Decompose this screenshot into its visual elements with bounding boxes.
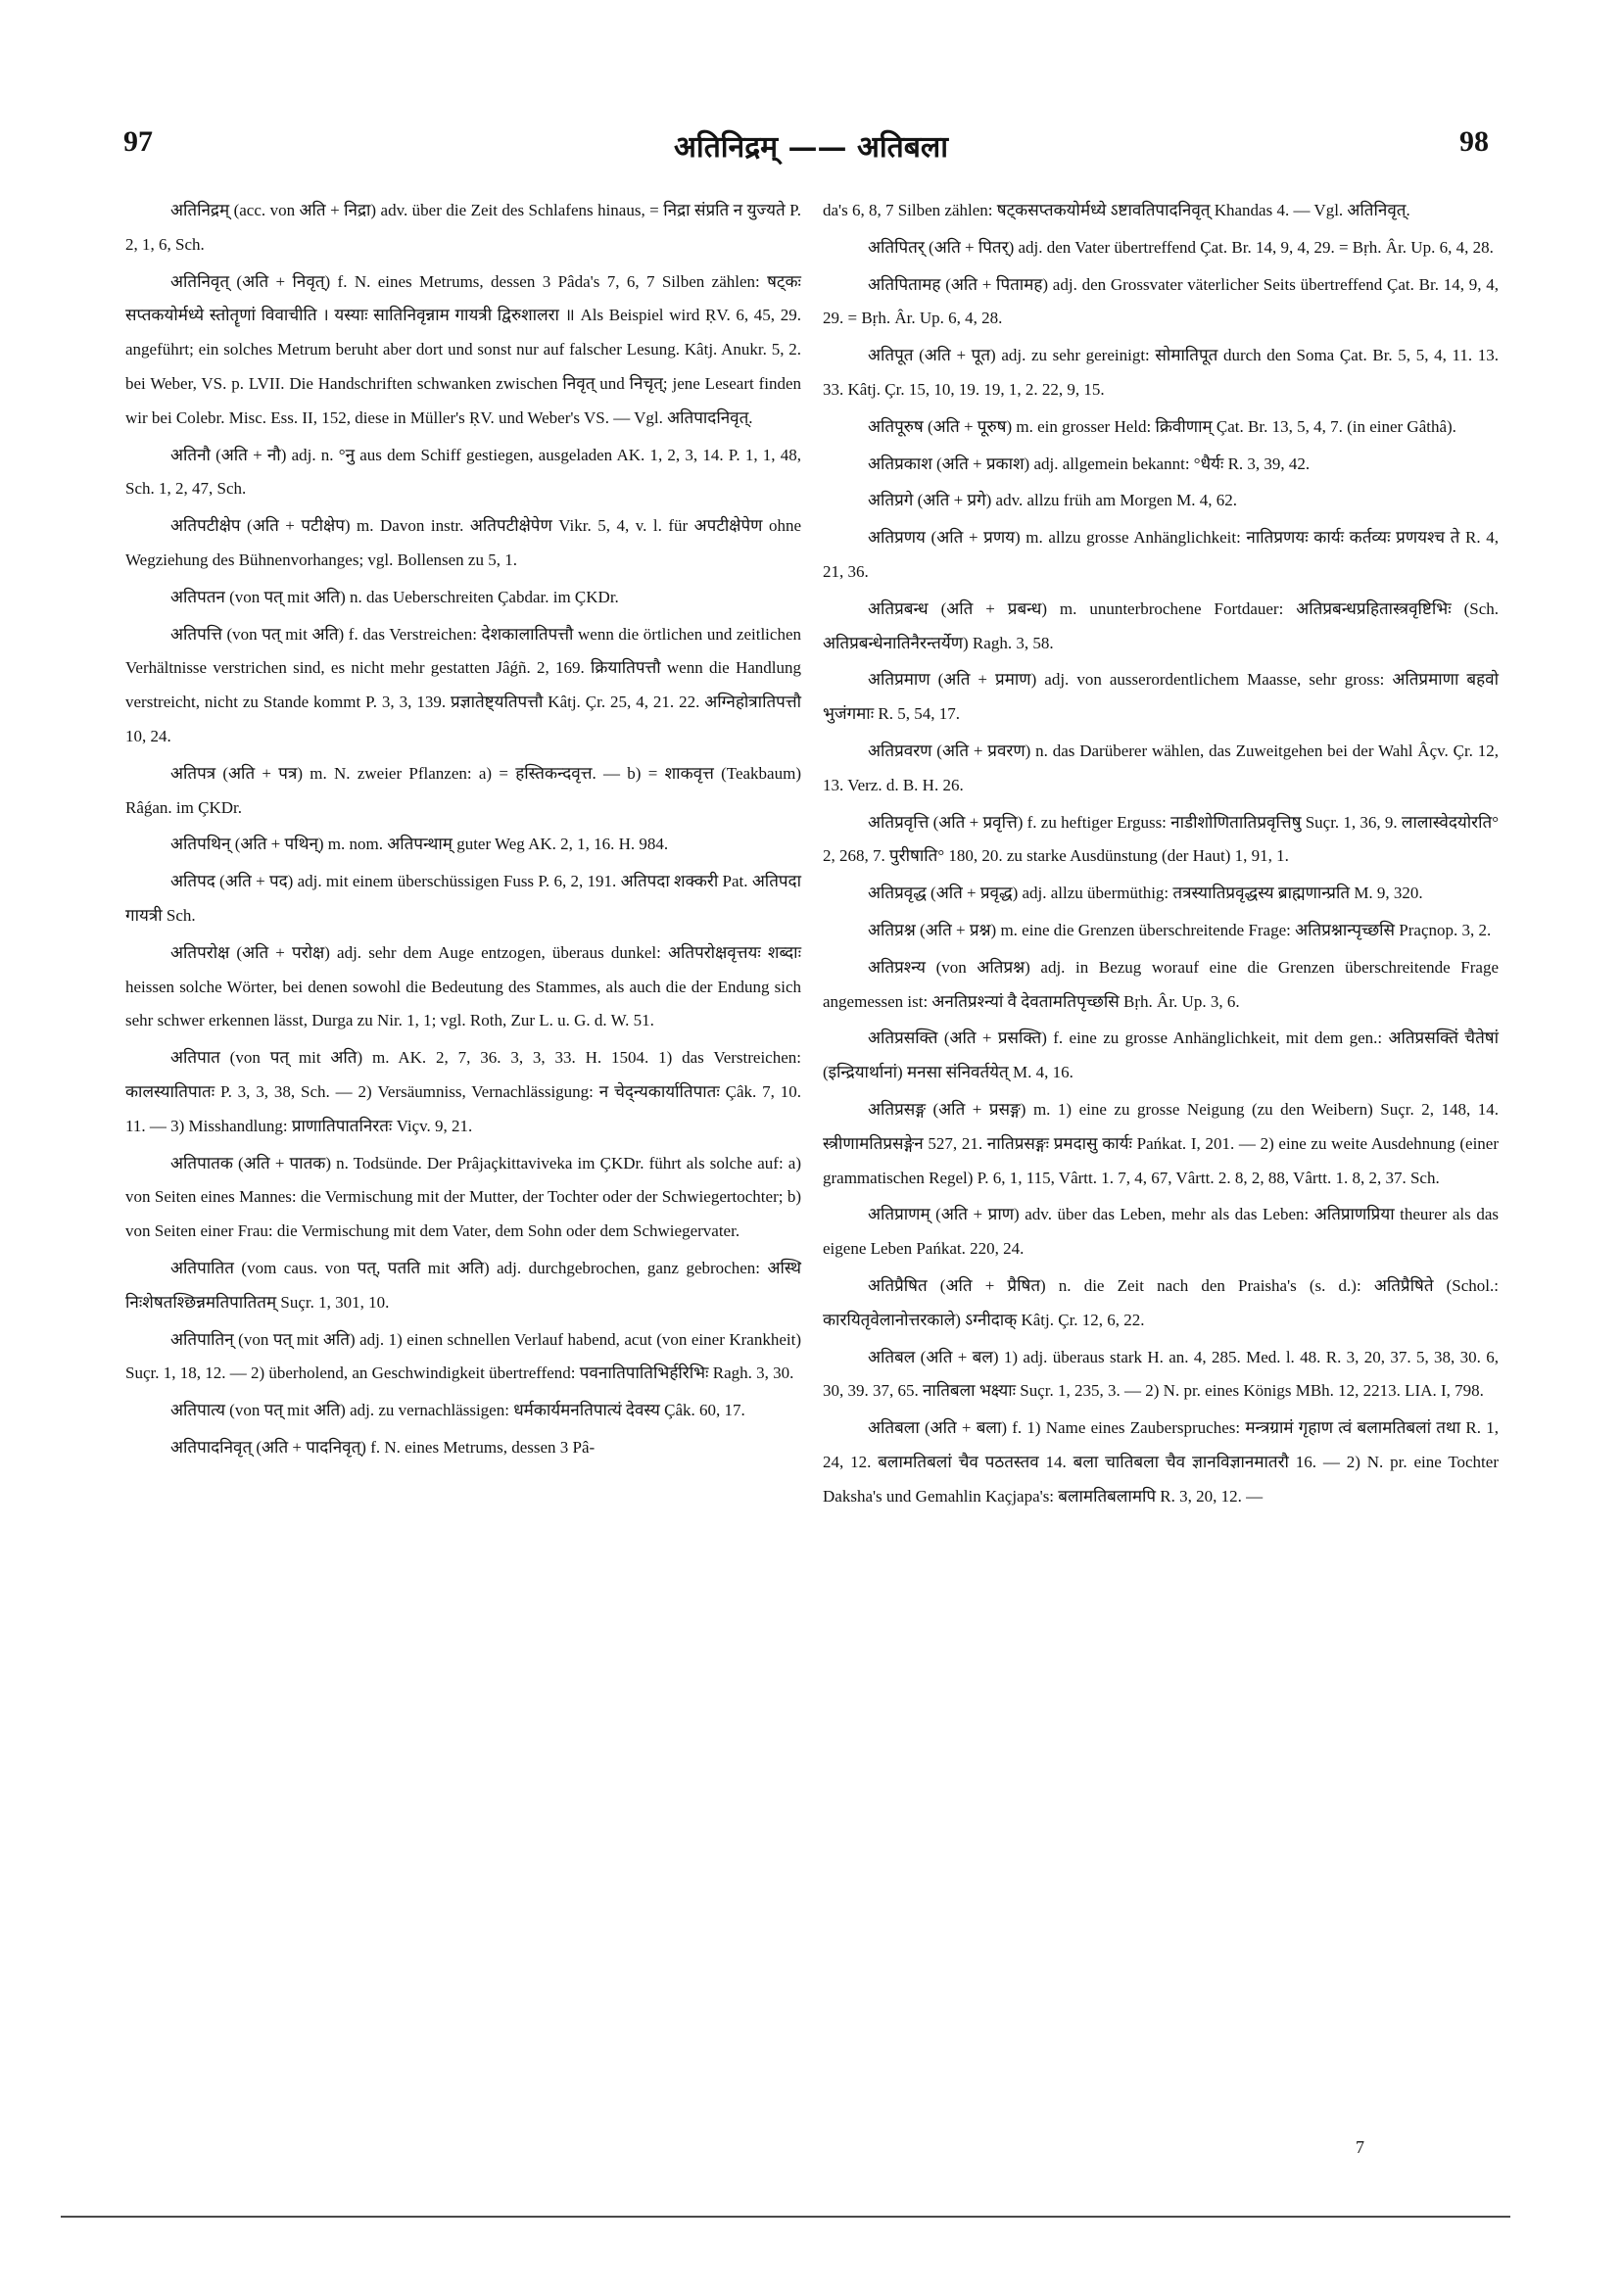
dictionary-entry: अतिप्रश्न्य (von अतिप्रश्न) adj. in Bezug worauf eine die Grenzen überschreitende Frage angemessen ist: अनतिप्रश्न्यां वै देवतामतिपृच्छसि Bṛh. Âr. Up. 3, 6. [823,957,1499,1011]
dictionary-entry: अतिपत्ति (von पत् mit अति) f. das Verstreichen: देशकालातिपत्तौ wenn die örtlichen und zeitlichen Verhältnisse verstrichen sind, es nicht mehr gestatten Jâǵñ. 2, 169. क्रियातिपत्तौ wenn die Handlung verstreicht, nicht zu Stande kommt P. 3, 3, 139. प्रज्ञातेष्ट्यतिपत्तौ Kâtj. Çr. 25, 4, 21. 22. अग्निहोत्रातिपत्तौ 10, 24. [125,624,801,745]
dictionary-entry: अतिबल (अति + बल) 1) adj. überaus stark H. an. 4, 285. Med. l. 48. R. 3, 20, 37. 5, 38, 30. 6, 30, 39. 37, 65. नातिबला भक्ष्याः Suçr. 1, 235, 3. — 2) N. pr. eines Königs MBh. 12, 2213. LIA. I, 798. [823,1347,1499,1401]
dictionary-entry: अतिपत्र (अति + पत्र) m. N. zweier Pflanzen: a) = हस्तिकन्दवृत्त. — b) = शाकवृत्त (Teakbaum) Râǵan. im ÇKDr. [125,763,801,817]
right-page-number: 98 [1459,125,1489,158]
dictionary-entry: अतिप्रश्न (अति + प्रश्न) m. eine die Grenzen überschreitende Frage: अतिप्रश्नान्पृच्छसि Praçnop. 3, 2. [868,920,1492,939]
dictionary-entry: अतिनौ (अति + नौ) adj. n. °नु aus dem Schiff gestiegen, ausgeladen AK. 1, 2, 3, 14. P. 1, 1, 48, Sch. 1, 2, 47, Sch. [125,445,801,499]
dictionary-entry: अतिप्रवृद्ध (अति + प्रवृद्ध) adj. allzu übermüthig: तत्रस्यातिप्रवृद्धस्य ब्राह्मणान्प्रति M. 9, 320. [868,884,1423,903]
dictionary-entry: अतिनिवृत् (अति + निवृत्) f. N. eines Metrums, dessen 3 Pâda's 7, 6, 7 Silben zählen: षट्कः सप्तकयोर्मध्ये स्तोतॄणां विवाचीति । यस्याः सातिनिवृन्नाम गायत्री द्विरुशालरा ॥ Als Beispiel wird ṚV. 6, 45, 29. angeführt; ein solches Metrum beruht aber dort und sonst nur auf falscher Lesung. Kâtj. Anukr. 5, 2. bei Weber, VS. p. LVII. Die Handschriften schwanken zwischen निवृत् und निचृत्; jene Leseart finden wir bei Colebr. Misc. Ess. II, 152, diese in Müller's ṚV. und Weber's VS. — Vgl. अतिपादनिवृत्. [125,271,801,427]
dictionary-entry: da's 6, 8, 7 Silben zählen: षट्कसप्तकयोर्मध्ये ऽष्टावतिपादनिवृत् Khandas 4. — Vgl. अतिनिवृत्. [823,201,1410,219]
dictionary-entry: अतिपातक (अति + पातक) n. Todsünde. Der Prâjaçkittaviveka im ÇKDr. führt als solche auf: a) von Seiten eines Mannes: die Vermischung mit der Mutter, der Tochter oder der Schwiegertochter; b) von Seiten einer Frau: die Vermischung mit dem Vater, dem Sohn oder dem Schwiegervater. [125,1153,801,1241]
dictionary-entry: अतिप्रैषित (अति + प्रैषित) n. die Zeit nach den Praisha's (s. d.): अतिप्रैषिते (Schol.: कारयितृवेलानोत्तरकाले) ऽग्नीदाक् Kâtj. Çr. 12, 6, 22. [823,1275,1499,1329]
dictionary-entry: अतिपथिन् (अति + पथिन्) m. nom. अतिपन्थाम् guter Weg AK. 2, 1, 16. H. 984. [170,835,669,854]
dictionary-entry: अतिपात्य (von पत् mit अति) adj. zu vernachlässigen: धर्मकार्यमनतिपात्यं देवस्य Çâk. 60, 17. [170,1401,745,1420]
page-header [0,125,1622,168]
dictionary-entry: अतिप्रसङ्ग (अति + प्रसङ्ग) m. 1) eine zu grosse Neigung (zu den Weibern) Suçr. 2, 148, 14. स्त्रीणामतिप्रसङ्गेन 527, 21. नातिप्रसङ्गः प्रमदासु कार्यः Pańkat. I, 201. — 2) eine zu weite Ausdehnung (einer grammatischen Regel) P. 6, 1, 115, Vârtt. 1. 7, 4, 67, Vârtt. 2. 8, 2, 88, Vârtt. 1. 8, 2, 37. Sch. [823,1099,1499,1187]
dictionary-entry: अतिपादनिवृत् (अति + पादनिवृत्) f. N. eines Metrums, dessen 3 Pâ- [170,1437,596,1457]
dictionary-entry: अतिप्रवृत्ति (अति + प्रवृत्ति) f. zu heftiger Erguss: नाडीशोणितातिप्रवृत्तिषु Suçr. 1, 36, 9. लालास्वेदयोरति° 2, 268, 7. पुरीषाति° 180, 20. zu starke Ausdünstung (der Haut) 1, 91, 1. [823,812,1499,866]
running-head: अतिनिद्रम् —— अतिबला [674,130,948,165]
dictionary-entry: अतिपूत (अति + पूत) adj. zu sehr gereinigt: सोमातिपूत durch den Soma Çat. Br. 5, 5, 4, 11. 13. 33. Kâtj. Çr. 15, 10, 19. 19, 1, 2. 22, 9, 15. [823,346,1499,399]
dictionary-entry: अतिप्रगे (अति + प्रगे) adv. allzu früh am Morgen M. 4, 62. [868,491,1238,510]
left-page-number: 97 [123,125,153,158]
dictionary-entry: अतिपातिन् (von पत् mit अति) adj. 1) einen schnellen Verlauf habend, acut (von einer Krankheit) Suçr. 1, 18, 12. — 2) überholend, an Geschwindigkeit übertreffend: पवनातिपातिभिर्हरिभिः Ragh. 3, 30. [125,1329,801,1383]
dictionary-entry: अतिबला (अति + बला) f. 1) Name eines Zauberspruches: मन्त्रग्रामं गृहाण त्वं बलामतिबलां तथा R. 1, 24, 12. बलामतिबलां चैव पठतस्तव 14. बला चातिबला चैव ज्ञानविज्ञानमातरौ 16. — 2) N. pr. eine Tochter Daksha's und Gemahlin Kaçjapa's: बलामतिबलामपि R. 3, 20, 12. — [823,1418,1499,1506]
dictionary-entry: अतिनिद्रम् (acc. von अति + निद्रा) adv. über die Zeit des Schlafens hinaus, = निद्रा संप्रति न युज्यते P. 2, 1, 6, Sch. [125,201,801,254]
left-column [125,194,801,1468]
dictionary-entry: अतिपात (von पत् mit अति) m. AK. 2, 7, 36. 3, 3, 33. H. 1504. 1) das Verstreichen: कालस्यातिपातः P. 3, 3, 38, Sch. — 2) Versäumniss, Vernachlässigung: न चेद्न्यकार्यातिपातः Çâk. 7, 10. 11. — 3) Misshandlung: प्राणातिपातनिरतः Viçv. 9, 21. [125,1048,801,1135]
dictionary-entry: अतिपटीक्षेप (अति + पटीक्षेप) m. Davon instr. अतिपटीक्षेपेण Vikr. 5, 4, v. l. für अपटीक्षेपेण ohne Wegziehung des Bühnenvorhanges; vgl. Bollensen zu 5, 1. [125,516,801,569]
dictionary-entry: अतिपरोक्ष (अति + परोक्ष) adj. sehr dem Auge entzogen, überaus dunkel: अतिपरोक्षवृत्तयः शब्दाः heissen solche Wörter, bei denen sowohl die Bedeutung des Stammes, als auch die der Endung sich sehr schwer erkennen lässt, Durga zu Nir. 1, 1; vgl. Roth, Zur L. u. G. d. W. 51. [125,942,801,1030]
dictionary-entry: अतिप्रसक्ति (अति + प्रसक्ति) f. eine zu grosse Anhänglichkeit, mit dem gen.: अतिप्रसक्तिं चैतेषां (इन्द्रियार्थानां) मनसा संनिवर्तयेत् M. 4, 16. [823,1028,1499,1082]
dictionary-entry: अतिप्रवरण (अति + प्रवरण) n. das Darüberer wählen, das Zuweitgehen bei der Wahl Âçv. Çr. 12, 13. Verz. d. B. H. 26. [823,741,1499,794]
dictionary-entry: अतिप्रकाश (अति + प्रकाश) adj. allgemein bekannt: °धैर्यः R. 3, 39, 42. [868,454,1311,473]
dictionary-entry: अतिप्रमाण (अति + प्रमाण) adj. von ausserordentlichem Maasse, sehr gross: अतिप्रमाणा बहवो भुजंगमाः R. 5, 54, 17. [823,670,1499,724]
dictionary-entry: अतिपितामह (अति + पितामह) adj. den Grossvater väterlicher Seits übertreffend Çat. Br. 14, 9, 4, 29. = Bṛh. Âr. Up. 6, 4, 28. [823,274,1499,328]
dictionary-entry: अतिप्राणम् (अति + प्राण) adv. über das Leben, mehr als das Leben: अतिप्राणप्रिया theurer als das eigene Leben Pańkat. 220, 24. [823,1205,1499,1259]
right-column [823,194,1499,1516]
dictionary-entry: अतिपितर् (अति + पितर्) adj. den Vater übertreffend Çat. Br. 14, 9, 4, 29. = Bṛh. Âr. Up. 6, 4, 28. [868,237,1494,257]
dictionary-entry: अतिपातित (vom caus. von पत्, पतति mit अति) adj. durchgebrochen, ganz gebrochen: अस्थि निःशेषतश्छिन्नमतिपातितम् Suçr. 1, 301, 10. [125,1258,801,1312]
dictionary-entry: अतिप्रबन्ध (अति + प्रबन्ध) m. ununterbrochene Fortdauer: अतिप्रबन्धप्रहितास्त्रवृष्टिभिः (Sch. अतिप्रबन्धेनातिनैरन्तर्येण) Ragh. 3, 58. [823,598,1499,652]
bottom-rule [61,2216,1510,2218]
dictionary-entry: अतिपूरुष (अति + पूरुष) m. ein grosser Held: क्रिवीणाम् Çat. Br. 13, 5, 4, 7. (in einer Gâthâ). [868,416,1456,436]
dictionary-entry: अतिप्रणय (अति + प्रणय) m. allzu grosse Anhänglichkeit: नातिप्रणयः कार्यः कर्तव्यः प्रणयश्च ते R. 4, 21, 36. [823,528,1499,581]
dictionary-entry: अतिपद (अति + पद) adj. mit einem überschüssigen Fuss P. 6, 2, 191. अतिपदा शक्करी Pat. अतिपदा गायत्री Sch. [125,872,801,925]
dictionary-entry: अतिपतन (von पत् mit अति) n. das Ueberschreiten Çabdar. im ÇKDr. [170,587,619,606]
signature-mark: 7 [1356,2137,1364,2157]
